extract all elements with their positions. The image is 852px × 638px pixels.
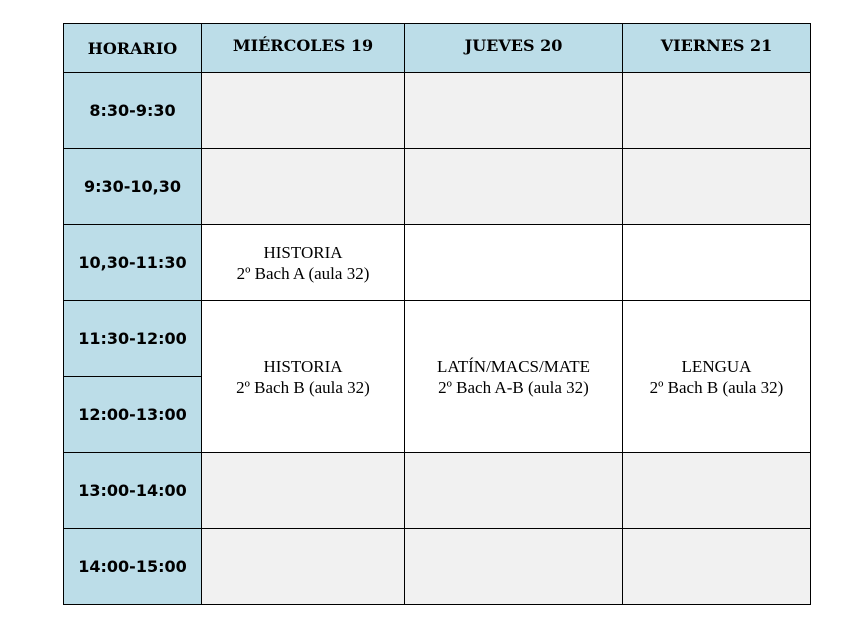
table-row [64,453,811,529]
table-row [64,149,811,225]
empty-cell [623,73,811,149]
class-group: 2º Bach B (aula 32) [236,377,370,397]
empty-cell [623,453,811,529]
blank-cell [623,225,811,301]
class-group: 2º Bach B (aula 32) [649,377,784,397]
class-cell [405,301,623,453]
class-group: 2º Bach A (aula 32) [236,263,370,283]
empty-cell [405,73,623,149]
class-cell [202,225,405,301]
time-slot: 13:00-14:00 [64,453,202,529]
table-row [64,73,811,149]
header-horario: HORARIO [64,24,202,73]
class-subject: LENGUA [681,356,752,376]
class-subject: HISTORIA [263,356,343,376]
class-subject: LATÍN/MACS/MATE [436,356,590,376]
time-slot: 14:00-15:00 [64,529,202,605]
class-group: 2º Bach A-B (aula 32) [438,377,589,397]
schedule-table [63,23,811,605]
blank-cell [405,225,623,301]
header-row [64,24,811,73]
class-cell [623,301,811,453]
empty-cell [623,529,811,605]
empty-cell [202,529,405,605]
table-row [64,301,811,377]
class-cell [202,301,405,453]
header-miercoles: MIÉRCOLES 19 [202,24,405,73]
time-slot: 12:00-13:00 [64,377,202,453]
schedule-container [63,23,811,605]
table-row [64,529,811,605]
time-slot: 10,30-11:30 [64,225,202,301]
empty-cell [202,149,405,225]
time-slot: 8:30-9:30 [64,73,202,149]
empty-cell [405,453,623,529]
empty-cell [202,453,405,529]
header-jueves: JUEVES 20 [405,24,623,73]
table-row [64,225,811,301]
time-slot: 11:30-12:00 [64,301,202,377]
empty-cell [623,149,811,225]
time-slot: 9:30-10,30 [64,149,202,225]
empty-cell [405,149,623,225]
header-viernes: VIERNES 21 [623,24,811,73]
empty-cell [405,529,623,605]
empty-cell [202,73,405,149]
class-subject: HISTORIA [263,242,343,262]
